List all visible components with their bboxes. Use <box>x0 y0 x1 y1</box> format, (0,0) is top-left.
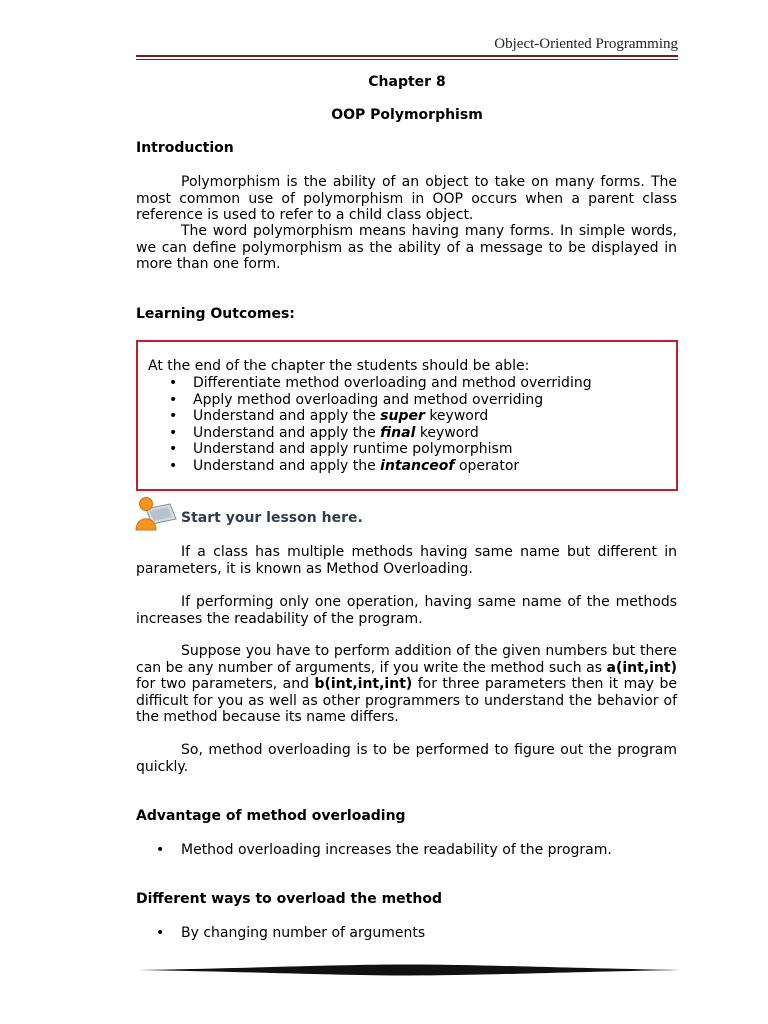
outcomes-list <box>148 375 592 475</box>
chapter-number: Chapter 8 <box>368 74 446 90</box>
method-signature-b: b(int,int,int) <box>314 676 413 693</box>
outcome-item: • Understand and apply the final keyword <box>148 425 592 442</box>
lesson-paragraph-3: Suppose you have to perform addition of the given numbers but there can be any number of arguments, if you write the method such as a(int,int) for two parameters, and b(int,int,int) for three parameters then it may be difficult for you as well as other programmers to understand the behavior of the method because its name differs. <box>136 643 677 726</box>
footer-rule <box>138 962 680 978</box>
lesson-paragraph-4: So, method overloading is to be performed to figure out the program quickly. <box>136 742 677 775</box>
introduction-heading: Introduction <box>136 140 234 156</box>
learning-outcomes-heading: Learning Outcomes: <box>136 306 295 322</box>
advantage-item: Method overloading increases the readability of the program. <box>181 842 612 858</box>
student-laptop-icon <box>134 495 178 531</box>
outcome-item: • Apply method overloading and method overriding <box>148 392 592 409</box>
keyword-instanceof: intanceof <box>380 457 455 474</box>
header-title: Object-Oriented Programming <box>494 36 678 52</box>
outcomes-intro: At the end of the chapter the students should be able: <box>148 358 530 374</box>
outcome-item: • Differentiate method overloading and method overriding <box>148 375 592 392</box>
lesson-paragraph-1: If a class has multiple methods having same name but different in parameters, it is known as Method Overloading. <box>136 544 677 577</box>
outcome-item: • Understand and apply the intanceof operator <box>148 458 592 475</box>
outcome-item: • Understand and apply the super keyword <box>148 408 592 425</box>
header-rule-thin <box>136 59 678 61</box>
lesson-paragraph-2: If performing only one operation, having same name of the methods increases the readability of the program. <box>136 594 677 627</box>
learning-outcomes-box <box>136 340 678 491</box>
method-signature-a: a(int,int) <box>606 659 677 676</box>
intro-paragraph-2: The word polymorphism means having many forms. In simple words, we can define polymorphism as the ability of a message to be displayed in more than one form. <box>136 223 677 273</box>
ways-heading: Different ways to overload the method <box>136 891 442 907</box>
advantage-heading: Advantage of method overloading <box>136 808 406 824</box>
bullet-dot: • <box>156 842 165 858</box>
outcome-item: • Understand and apply runtime polymorphism <box>148 441 592 458</box>
bullet-dot: • <box>156 925 165 941</box>
header-rule <box>136 55 678 57</box>
ways-item: By changing number of arguments <box>181 925 426 941</box>
keyword-super: super <box>380 408 425 425</box>
chapter-title: OOP Polymorphism <box>331 107 483 123</box>
keyword-final: final <box>380 424 416 441</box>
lesson-start-label: Start your lesson here. <box>181 510 363 526</box>
intro-paragraph-1: Polymorphism is the ability of an object to take on many forms. The most common use of polymorphism in OOP occurs when a parent class reference is used to refer to a child class object. <box>136 174 677 224</box>
